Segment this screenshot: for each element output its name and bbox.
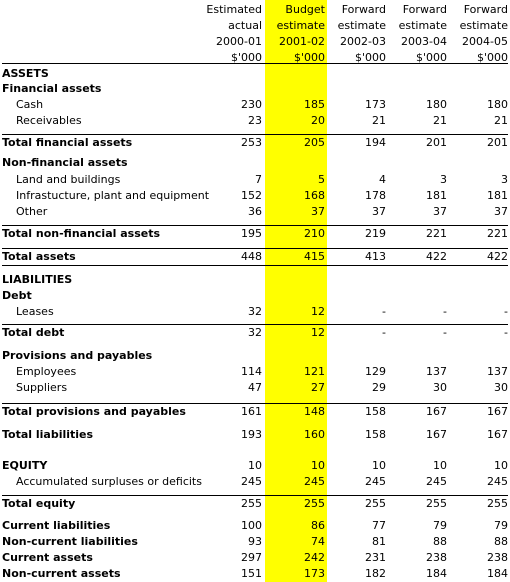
cell-value: 100 [241, 519, 262, 532]
column-header [204, 2, 262, 64]
column-header-line: Forward [463, 3, 508, 16]
cell-value: 10 [494, 459, 508, 472]
column-header-line: $'000 [293, 51, 325, 64]
row-label: EQUITY [2, 459, 48, 472]
column-header [267, 2, 325, 64]
cell-value: 12 [311, 326, 325, 339]
cell-value: 32 [248, 305, 262, 318]
cell-value: 238 [487, 551, 508, 564]
cell-value: 160 [304, 428, 325, 441]
column-header-line: estimate [459, 19, 508, 32]
row-label: Non-current liabilities [2, 535, 138, 548]
cell-value: 129 [365, 365, 386, 378]
cell-value: 30 [494, 381, 508, 394]
cell-value: 88 [433, 535, 447, 548]
column-header-line: Estimated [206, 3, 262, 16]
row-label: Total provisions and payables [2, 405, 186, 418]
column-header-line: 2002-03 [340, 35, 386, 48]
table-row [0, 404, 510, 420]
row-label: Receivables [16, 114, 82, 127]
table-row [0, 81, 510, 97]
cell-value: 4 [379, 173, 386, 186]
cell-value: 114 [241, 365, 262, 378]
cell-value: 152 [241, 189, 262, 202]
cell-value: 180 [487, 98, 508, 111]
row-label: Current liabilities [2, 519, 111, 532]
cell-value: 167 [426, 405, 447, 418]
cell-value: 422 [426, 250, 447, 263]
cell-value: 255 [487, 497, 508, 510]
cell-value: 245 [426, 475, 447, 488]
cell-value: 37 [494, 205, 508, 218]
cell-value: - [382, 305, 386, 318]
cell-value: 297 [241, 551, 262, 564]
cell-value: 3 [440, 173, 447, 186]
table-row [0, 304, 510, 320]
cell-value: 231 [365, 551, 386, 564]
cell-value: 181 [487, 189, 508, 202]
row-label: Non-current assets [2, 567, 121, 580]
cell-value: 37 [372, 205, 386, 218]
cell-value: 238 [426, 551, 447, 564]
cell-value: 158 [365, 428, 386, 441]
column-header-line: $'000 [415, 51, 447, 64]
cell-value: 88 [494, 535, 508, 548]
row-label: Total non-financial assets [2, 227, 161, 240]
table-row [0, 566, 510, 582]
row-label: Current assets [2, 551, 93, 564]
row-label: Total debt [2, 326, 65, 339]
total-rule [2, 324, 508, 325]
row-label: Non-financial assets [2, 156, 128, 169]
total-rule [2, 495, 508, 496]
cell-value: 158 [365, 405, 386, 418]
cell-value: 21 [494, 114, 508, 127]
cell-value: 10 [433, 459, 447, 472]
cell-value: - [443, 326, 447, 339]
total-rule [2, 248, 508, 249]
column-header [450, 2, 508, 64]
cell-value: 184 [426, 567, 447, 580]
total-rule [2, 134, 508, 135]
cell-value: 10 [372, 459, 386, 472]
cell-value: 255 [365, 497, 386, 510]
row-label: Infrastucture, plant and equipment [16, 189, 210, 202]
cell-value: 255 [426, 497, 447, 510]
cell-value: 180 [426, 98, 447, 111]
cell-value: 184 [487, 567, 508, 580]
cell-value: 173 [304, 567, 325, 580]
column-header-line: Forward [341, 3, 386, 16]
cell-value: 74 [311, 535, 325, 548]
row-label: Provisions and payables [2, 349, 153, 362]
cell-value: 255 [241, 497, 262, 510]
table-row [0, 226, 510, 242]
cell-value: 151 [241, 567, 262, 580]
table-row [0, 155, 510, 171]
cell-value: - [443, 305, 447, 318]
table-row [0, 496, 510, 512]
column-header-line: estimate [337, 19, 386, 32]
cell-value: 12 [311, 305, 325, 318]
cell-value: 245 [241, 475, 262, 488]
cell-value: 37 [433, 205, 447, 218]
cell-value: 245 [487, 475, 508, 488]
column-header-line: estimate [276, 19, 325, 32]
column-header [328, 2, 386, 64]
cell-value: 201 [426, 136, 447, 149]
column-header [389, 2, 447, 64]
table-row [0, 348, 510, 364]
column-header-line: $'000 [476, 51, 508, 64]
cell-value: 29 [372, 381, 386, 394]
column-header-line: actual [228, 19, 262, 32]
table-row [0, 288, 510, 304]
row-label: Suppliers [16, 381, 68, 394]
cell-value: 20 [311, 114, 325, 127]
cell-value: 21 [433, 114, 447, 127]
column-header-line: 2004-05 [462, 35, 508, 48]
table-row [0, 427, 510, 443]
cell-value: 148 [304, 405, 325, 418]
cell-value: 221 [487, 227, 508, 240]
cell-value: 245 [304, 475, 325, 488]
cell-value: - [504, 305, 508, 318]
cell-value: 30 [433, 381, 447, 394]
cell-value: 167 [487, 405, 508, 418]
cell-value: 221 [426, 227, 447, 240]
cell-value: 86 [311, 519, 325, 532]
cell-value: 173 [365, 98, 386, 111]
table-row [0, 325, 510, 341]
cell-value: 79 [494, 519, 508, 532]
cell-value: 185 [304, 98, 325, 111]
cell-value: 3 [501, 173, 508, 186]
cell-value: 167 [426, 428, 447, 441]
table-row [0, 550, 510, 566]
table-row [0, 534, 510, 550]
cell-value: 194 [365, 136, 386, 149]
cell-value: 193 [241, 428, 262, 441]
row-label: Accumulated surpluses or deficits [16, 475, 202, 488]
cell-value: 77 [372, 519, 386, 532]
total-rule [2, 225, 508, 226]
cell-value: 255 [304, 497, 325, 510]
cell-value: 5 [318, 173, 325, 186]
table-row [0, 188, 510, 204]
row-label: Total liabilities [2, 428, 94, 441]
column-header-line: 2001-02 [279, 35, 325, 48]
row-label: ASSETS [2, 67, 49, 80]
cell-value: 178 [365, 189, 386, 202]
row-label: Total assets [2, 250, 76, 263]
table-row [0, 97, 510, 113]
cell-value: 10 [248, 459, 262, 472]
cell-value: 10 [311, 459, 325, 472]
cell-value: 205 [304, 136, 325, 149]
table-row [0, 364, 510, 380]
total-rule [2, 403, 508, 404]
cell-value: 413 [365, 250, 386, 263]
column-header-line: $'000 [230, 51, 262, 64]
row-label: Leases [16, 305, 54, 318]
cell-value: 245 [365, 475, 386, 488]
cell-value: 242 [304, 551, 325, 564]
row-label: Cash [16, 98, 44, 111]
row-label: LIABILITIES [2, 273, 73, 286]
cell-value: 253 [241, 136, 262, 149]
cell-value: 7 [255, 173, 262, 186]
cell-value: 422 [487, 250, 508, 263]
row-label: Total financial assets [2, 136, 133, 149]
row-label: Land and buildings [16, 173, 121, 186]
cell-value: 27 [311, 381, 325, 394]
cell-value: - [504, 326, 508, 339]
cell-value: 137 [426, 365, 447, 378]
header-rule [2, 63, 508, 64]
cell-value: 21 [372, 114, 386, 127]
cell-value: - [382, 326, 386, 339]
table-row [0, 518, 510, 534]
column-header-line: Budget [285, 3, 325, 16]
cell-value: 219 [365, 227, 386, 240]
row-label: Other [16, 205, 48, 218]
cell-value: 137 [487, 365, 508, 378]
cell-value: 195 [241, 227, 262, 240]
row-label: Employees [16, 365, 77, 378]
cell-value: 79 [433, 519, 447, 532]
cell-value: 182 [365, 567, 386, 580]
table-row [0, 113, 510, 129]
table-row [0, 458, 510, 474]
cell-value: 161 [241, 405, 262, 418]
cell-value: 32 [248, 326, 262, 339]
table-row [0, 380, 510, 396]
column-header-line: Forward [402, 3, 447, 16]
column-header-line: 2003-04 [401, 35, 447, 48]
column-header-line: 2000-01 [216, 35, 262, 48]
row-label: Financial assets [2, 82, 102, 95]
cell-value: 121 [304, 365, 325, 378]
cell-value: 168 [304, 189, 325, 202]
column-header-line: estimate [398, 19, 447, 32]
cell-value: 37 [311, 205, 325, 218]
cell-value: 36 [248, 205, 262, 218]
table-row [0, 66, 510, 82]
cell-value: 47 [248, 381, 262, 394]
cell-value: 210 [304, 227, 325, 240]
table-row [0, 474, 510, 490]
table-row [0, 172, 510, 188]
cell-value: 230 [241, 98, 262, 111]
total-rule [2, 265, 508, 266]
table-row [0, 204, 510, 220]
row-label: Debt [2, 289, 32, 302]
cell-value: 81 [372, 535, 386, 548]
table-row [0, 135, 510, 151]
row-label: Total equity [2, 497, 76, 510]
cell-value: 181 [426, 189, 447, 202]
cell-value: 167 [487, 428, 508, 441]
table-row [0, 272, 510, 288]
cell-value: 415 [304, 250, 325, 263]
cell-value: 93 [248, 535, 262, 548]
cell-value: 448 [241, 250, 262, 263]
column-header-line: $'000 [354, 51, 386, 64]
cell-value: 23 [248, 114, 262, 127]
cell-value: 201 [487, 136, 508, 149]
table-row [0, 249, 510, 265]
